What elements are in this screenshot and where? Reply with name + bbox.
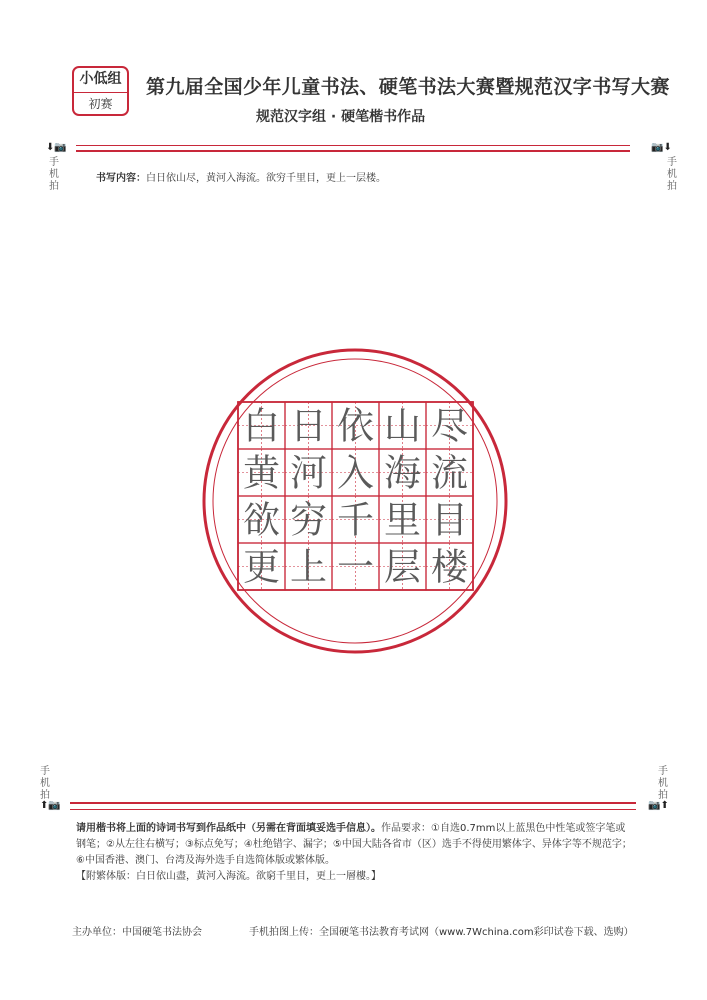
handwritten-character: 层 — [384, 545, 421, 589]
side-label-top-right: 手机拍 — [667, 157, 677, 192]
handwritten-character: 里 — [384, 498, 421, 542]
content-text: 白日依山尽，黄河入海流。欲穷千里目，更上一层楼。 — [146, 173, 386, 184]
instructions-traditional: 【附繁体版：白日依山盡，黃河入海流。欲窮千里目，更上一層樓。】 — [76, 871, 381, 882]
bottom-rule-thin — [70, 809, 636, 810]
upload-text: 手机拍图上传：全国硬笔书法教育考试网（www.7Wchina.com彩印试卷下载、选购） — [249, 927, 634, 938]
side-label-bottom-right: 手机拍 — [658, 766, 668, 801]
handwritten-character: 上 — [290, 545, 327, 589]
handwritten-character: 入 — [337, 451, 374, 495]
content-label: 书写内容： — [96, 173, 146, 184]
handwritten-character: 依 — [337, 404, 374, 448]
instructions-lead: 请用楷书将上面的诗词书写到作品纸中（另需在背面填妥选手信息）。 — [76, 823, 381, 834]
photo-marker-top-left: ⬇📷 — [46, 142, 67, 153]
badge-level: 小低组 — [79, 71, 122, 87]
handwritten-character: 更 — [243, 545, 280, 589]
competition-title: 第九届全国少年儿童书法、硬笔书法大赛暨规范汉字书写大赛 — [146, 76, 670, 98]
handwritten-character: 尽 — [431, 404, 468, 448]
handwritten-character: 欲 — [243, 498, 280, 542]
handwritten-character: 日 — [290, 404, 327, 448]
handwritten-character: 河 — [290, 451, 327, 495]
handwritten-character: 目 — [431, 498, 468, 542]
handwritten-character: 楼 — [431, 545, 468, 589]
photo-marker-bottom-right: 📷⬆ — [648, 800, 669, 811]
handwritten-character: 白 — [243, 404, 280, 448]
handwritten-character: 黄 — [243, 451, 280, 495]
bottom-rule-thick — [70, 802, 636, 804]
photo-marker-bottom-left: ⬆📷 — [40, 800, 61, 811]
side-label-bottom-left: 手机拍 — [40, 766, 50, 801]
handwritten-character: 穷 — [290, 498, 327, 542]
handwritten-character: 流 — [431, 451, 468, 495]
instructions-requirements: 作品要求：①自选0.7mm以上蓝黑色中性笔或签字笔或钢笔；②从左往右横写；③标点免写；④杜绝错字、漏字；⑤中国大陆各省市（区）选手不得使用繁体字、异体字等不规范字；⑥中国香港、澳门、台湾及海外选手自选简体版或繁体版。 — [76, 823, 632, 866]
handwritten-character: 千 — [337, 498, 374, 542]
photo-marker-top-right: 📷⬇ — [651, 142, 672, 153]
side-label-top-left: 手机拍 — [49, 157, 59, 192]
badge-round: 初赛 — [88, 97, 113, 111]
handwritten-character: 海 — [384, 451, 421, 495]
handwritten-character: 一 — [337, 545, 374, 589]
handwritten-character: 山 — [384, 404, 421, 448]
category-subtitle: 规范汉字组 · 硬笔楷书作品 — [256, 109, 426, 125]
instructions-block — [76, 821, 632, 885]
organizer-text: 主办单位：中国硬笔书法协会 — [72, 927, 202, 938]
